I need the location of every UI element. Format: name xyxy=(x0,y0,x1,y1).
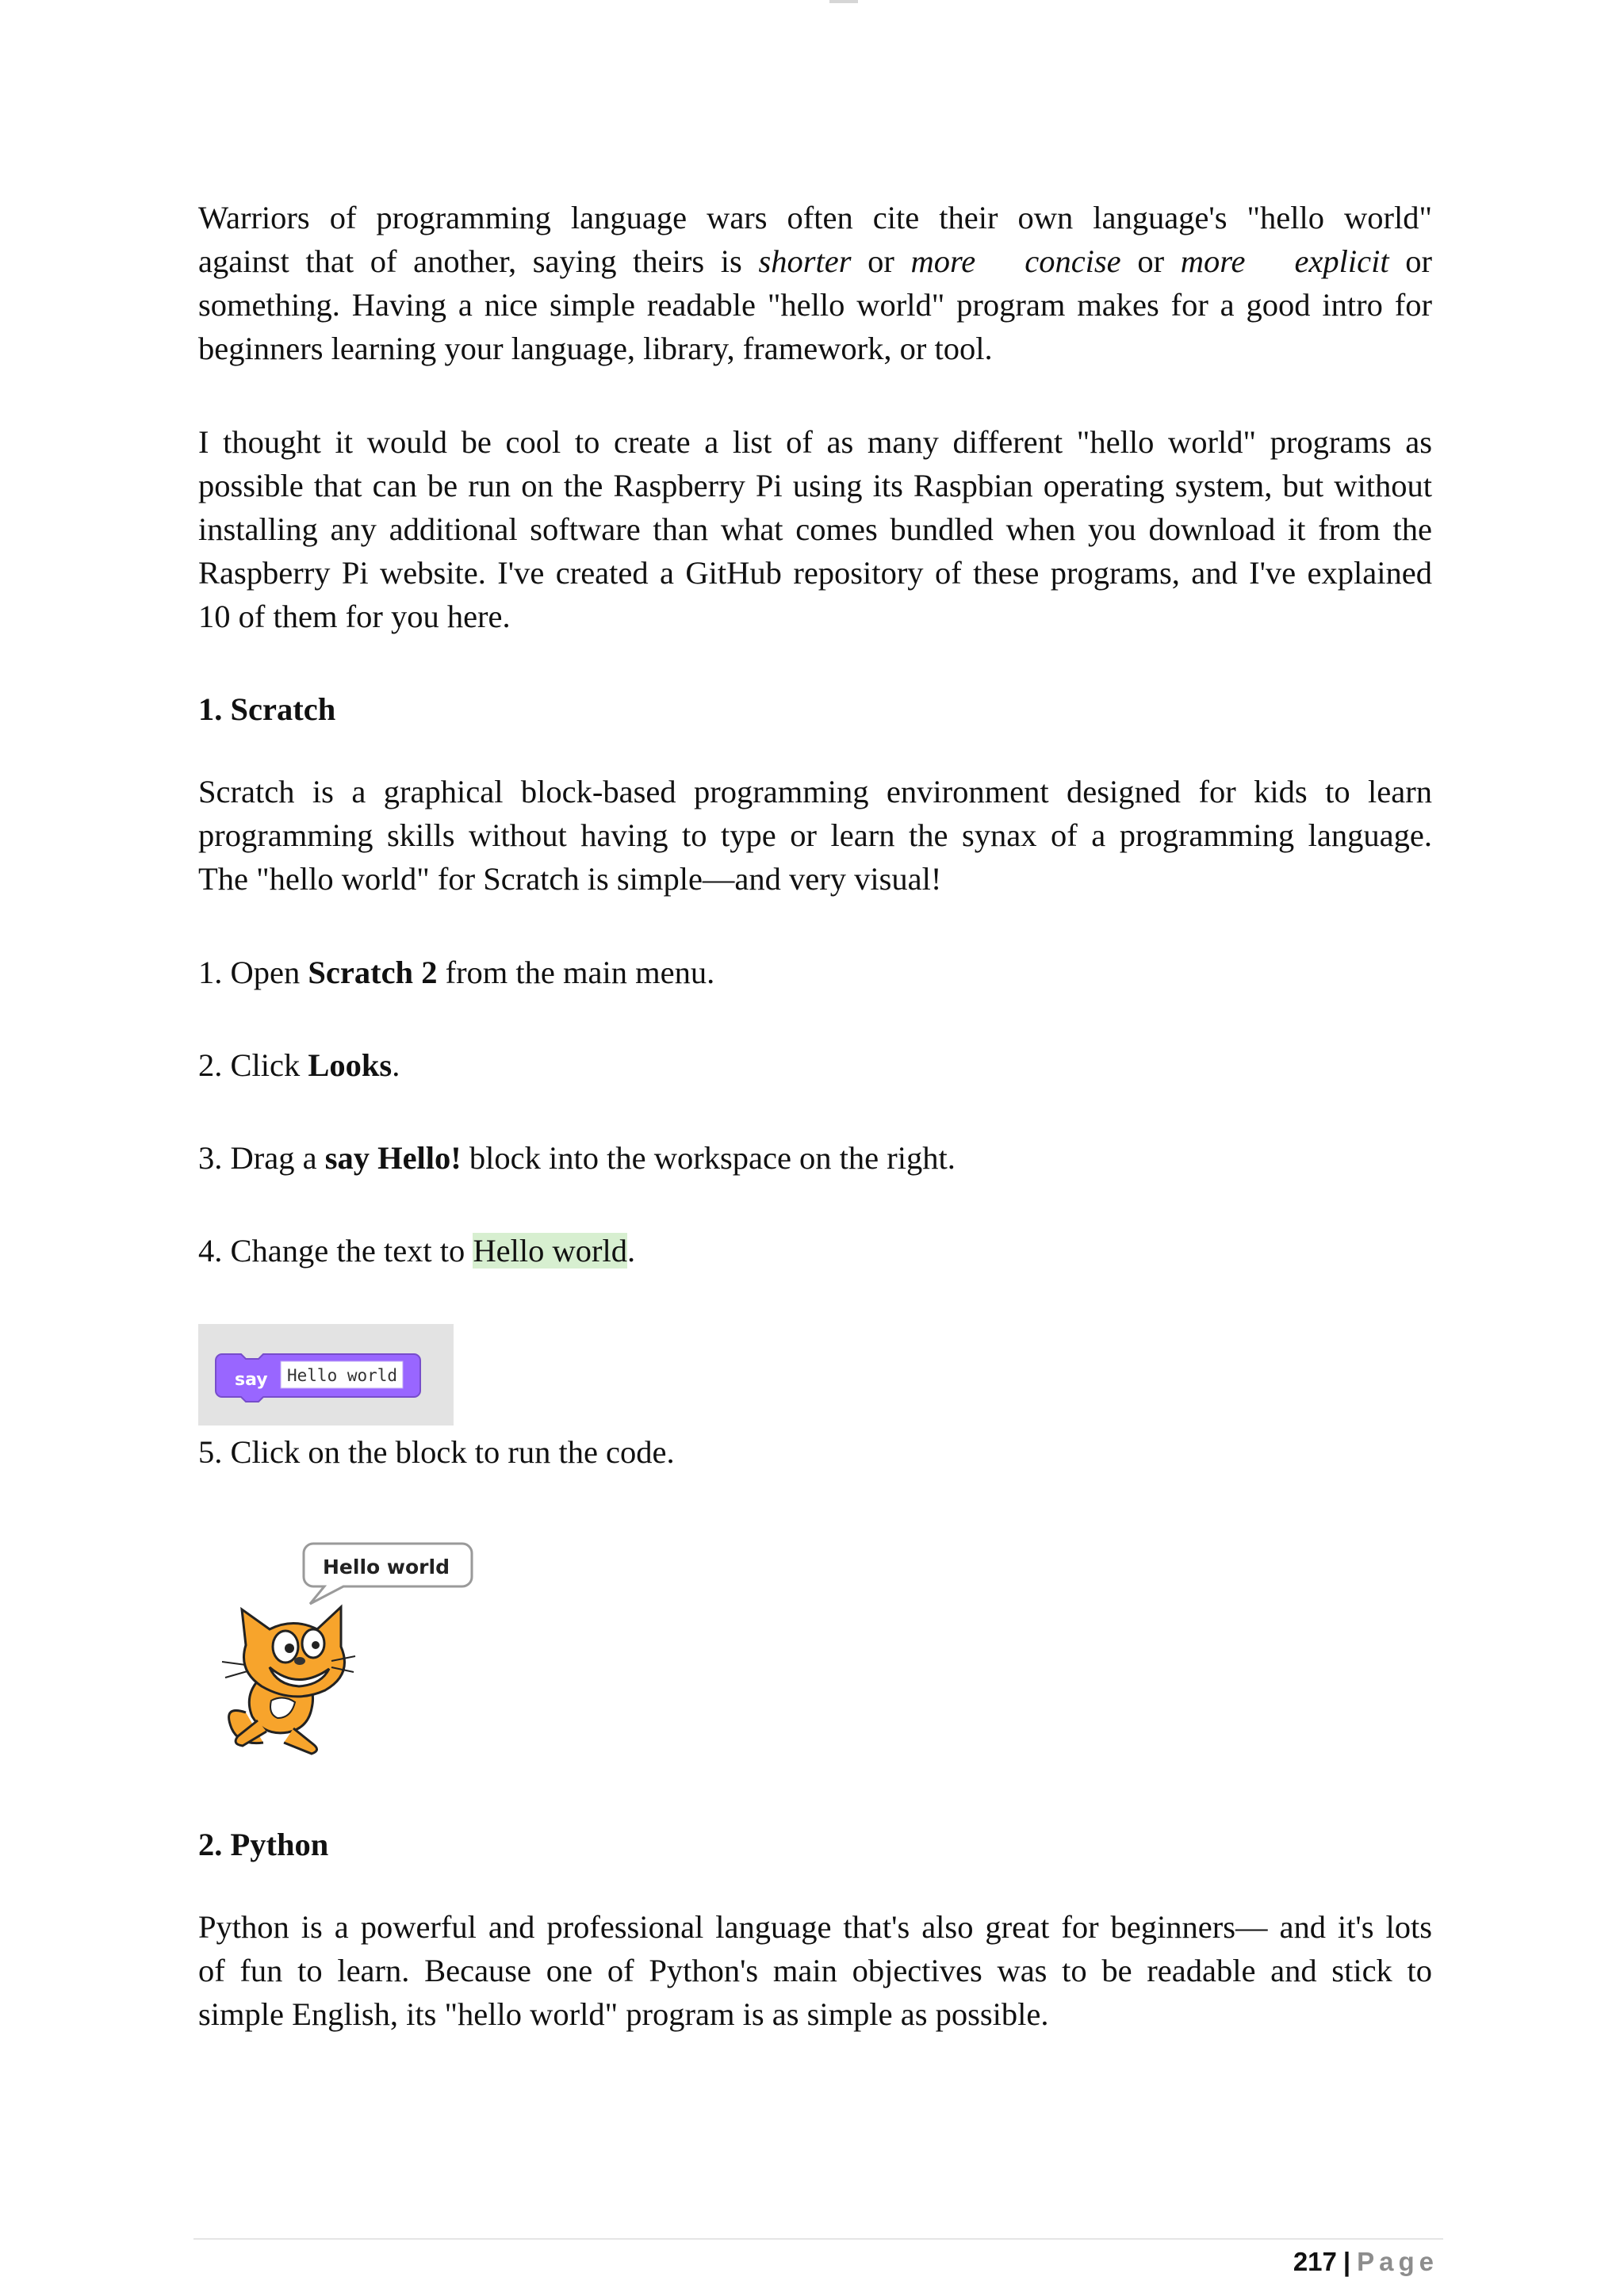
block-keyword: say xyxy=(235,1370,268,1390)
section-heading-python: 2. Python xyxy=(198,1827,329,1862)
header-mark xyxy=(829,0,858,3)
page-footer xyxy=(1293,2244,1438,2280)
text-line: I thought it would be cool to create a list of as many different "hello world" programs as xyxy=(198,424,1432,460)
step-5: 5. Click on the block to run the code. xyxy=(198,1434,675,1470)
text-line: programming skills without having to type or learn the synax of a programming language. xyxy=(198,817,1432,853)
text-line: something. Having a nice simple readable "hello world" program makes for a good intro for xyxy=(198,287,1432,323)
text-line: possible that can be run on the Raspberry Pi using its Raspbian operating system, but without xyxy=(198,468,1432,503)
text-line: 10 of them for you here. xyxy=(198,599,511,634)
intro-paragraph xyxy=(198,196,1432,370)
text-line: Scratch is a graphical block-based programming environment designed for kids to learn xyxy=(198,774,1432,809)
block-input-value: Hello world xyxy=(287,1366,398,1385)
text-line: Python is a powerful and professional language that's also great for beginners— and it's lots xyxy=(198,1909,1432,1945)
scratch-paragraph xyxy=(198,770,1432,901)
cat-nose xyxy=(294,1657,305,1665)
step-3: 3. Drag a say Hello! block into the workspace on the right. xyxy=(198,1140,956,1176)
footer-divider xyxy=(193,2238,1443,2240)
text-line: against that of another, saying theirs is shorter or more concise or more explicit or xyxy=(198,243,1433,279)
step-2: 2. Click Looks. xyxy=(198,1047,400,1083)
text-line: simple English, its "hello world" program is as simple as possible. xyxy=(198,1996,1049,2032)
cat-graphic xyxy=(214,1542,476,1772)
scratch-say-block-image xyxy=(198,1324,454,1425)
page-number: 217 xyxy=(1293,2247,1337,2276)
text-line: The "hello world" for Scratch is simple—and very visual! xyxy=(198,861,942,897)
intent-paragraph xyxy=(198,420,1432,638)
step-4: 4. Change the text to Hello world. xyxy=(198,1233,636,1269)
text-line: Raspberry Pi website. I've created a GitHub repository of these programs, and I've explained xyxy=(198,555,1432,591)
python-paragraph xyxy=(198,1905,1432,2036)
say-block-graphic xyxy=(198,1324,454,1425)
step-1: 1. Open Scratch 2 from the main menu. xyxy=(198,955,715,990)
page-label: Page xyxy=(1357,2247,1438,2276)
highlighted-text: Hello world xyxy=(473,1233,628,1269)
cat-pupil xyxy=(285,1644,294,1653)
text-line: beginners learning your language, library, framework, or tool. xyxy=(198,331,993,366)
text-line: of fun to learn. Because one of Python's main objectives was to be readable and stick to xyxy=(198,1953,1432,1988)
text-line: Warriors of programming language wars often cite their own language's "hello world" xyxy=(198,200,1432,235)
speech-bubble-text: Hello world xyxy=(323,1556,450,1578)
text-line: installing any additional software than what comes bundled when you download it from the xyxy=(198,511,1432,547)
cat-pupil xyxy=(312,1641,320,1649)
section-heading-scratch: 1. Scratch xyxy=(198,691,336,727)
footer-separator: | xyxy=(1342,2247,1351,2276)
scratch-cat-sprite xyxy=(214,1542,476,1772)
